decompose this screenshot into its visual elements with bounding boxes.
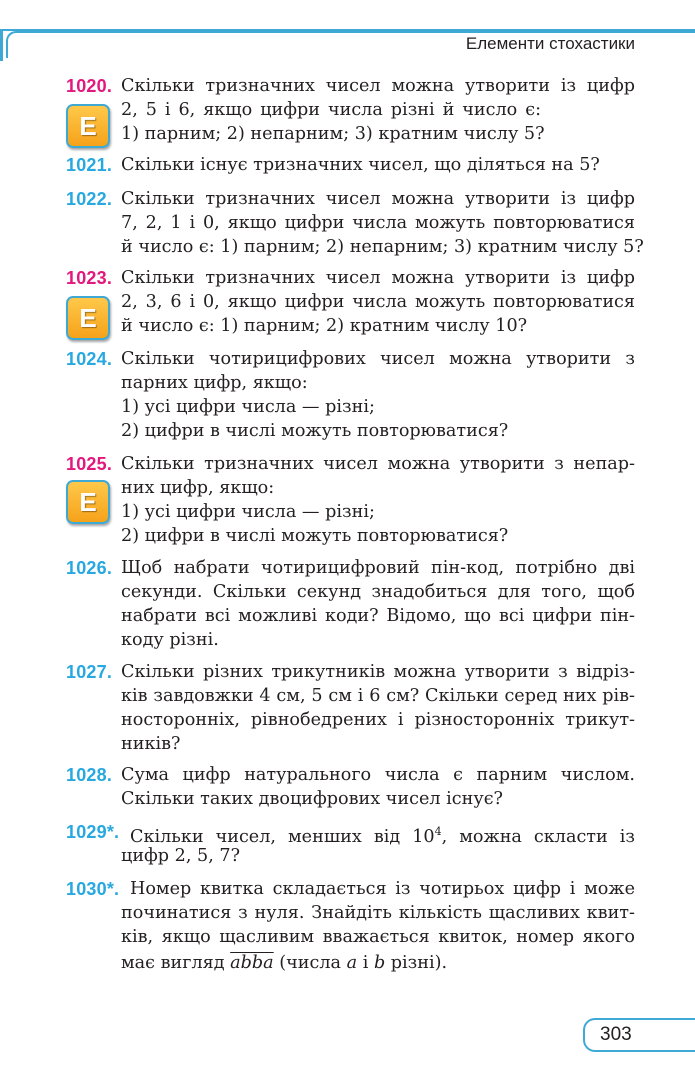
problem-number: 1023. bbox=[66, 268, 113, 288]
exercise-e-icon: Е bbox=[66, 104, 110, 148]
problem-text-line: Номер квитка складається із чотирьох цифр і може bbox=[130, 879, 635, 899]
problem-text-line: ків завдовжки 4 см, 5 см і 6 см? Скільки серед них рів- bbox=[121, 686, 635, 706]
problem-text-line: Скільки тризначних чисел можна утворити із цифр bbox=[121, 76, 635, 96]
problem-number: 1027. bbox=[66, 662, 113, 682]
problem-text-line: цифр 2, 5, 7? bbox=[121, 846, 241, 866]
problem-number: 1028. bbox=[66, 765, 113, 785]
problem-text-line: коду різні. bbox=[121, 630, 219, 650]
problem-number: 1024. bbox=[66, 349, 113, 369]
problem-text-line: ників? bbox=[121, 734, 181, 754]
abba-expression: abba bbox=[230, 953, 274, 973]
problem-number: 1029*. bbox=[66, 822, 120, 842]
problem-text-line: набрати всі можливі коди? Відомо, що всі цифри пін- bbox=[121, 606, 635, 626]
problem-text-line: Щоб набрати чотирицифровий пін-код, потрібно дві bbox=[121, 558, 635, 578]
problem-text-line: Скільки тризначних чисел можна утворити з непар- bbox=[121, 454, 635, 474]
problem-number: 1022. bbox=[66, 189, 113, 209]
exercise-e-icon: Е bbox=[66, 480, 110, 524]
problem-text-line: 1) усі цифри числа — різні; bbox=[121, 397, 375, 417]
problem-text-line: парних цифр, якщо: bbox=[121, 373, 308, 393]
problem-text-line: й число є: 1) парним; 2) кратним числу 10? bbox=[121, 316, 528, 336]
problem-text-line: Сума цифр натурального числа є парним числом. bbox=[121, 765, 635, 785]
exercise-e-icon: Е bbox=[66, 296, 110, 340]
problem-text-line: ків, якщо щасливим вважається квиток, номер якого bbox=[121, 927, 635, 947]
problem-number: 1026. bbox=[66, 558, 113, 578]
problem-text-line: починатися з нуля. Знайдіть кількість щасливих квит- bbox=[121, 903, 635, 923]
page-number: 303 bbox=[600, 1024, 632, 1045]
problem-text-line: Скільки тризначних чисел можна утворити із цифр bbox=[121, 268, 635, 288]
problem-number: 1030*. bbox=[66, 879, 120, 899]
header-left-bar bbox=[0, 31, 3, 61]
problem-text-line: має вигляд abba (числа a і b різні). bbox=[121, 953, 448, 973]
problem-text-line: й число є: 1) парним; 2) непарним; 3) кратним числу 5? bbox=[121, 237, 644, 257]
problem-text-line: носторонніх, рівнобедрених і різносторонніх трикут- bbox=[121, 710, 635, 730]
problem-text-line: Скільки чисел, менших від $10^4$, можна скласти із bbox=[130, 825, 636, 847]
problem-text-line: них цифр, якщо: bbox=[121, 478, 275, 498]
problem-number: 1020. bbox=[66, 76, 113, 96]
problem-text-line: 2, 5 і 6, якщо цифри числа різні й число є: bbox=[121, 100, 541, 120]
problem-text-line: 7, 2, 1 і 0, якщо цифри числа можуть повторюватися bbox=[121, 213, 635, 233]
problem-text-line: 1) парним; 2) непарним; 3) кратним числу 5? bbox=[121, 124, 545, 144]
header-title: Елементи стохастики bbox=[465, 34, 635, 53]
problem-text-line: 2) цифри в числі можуть повторюватися? bbox=[121, 526, 509, 546]
problem-text-line: 2, 3, 6 і 0, якщо цифри числа можуть повторюватися bbox=[121, 292, 635, 312]
problem-number: 1025. bbox=[66, 454, 113, 474]
problem-text-line: секунди. Скільки секунд знадобиться для того, щоб bbox=[121, 582, 635, 602]
problem-text-line: 1) усі цифри числа — різні; bbox=[121, 502, 375, 522]
problem-text-line: Скільки чотирицифрових чисел можна утворити з bbox=[121, 349, 635, 369]
problem-text-line: Скільки таких двоцифрових чисел існує? bbox=[121, 789, 503, 809]
problem-text-line: 2) цифри в числі можуть повторюватися? bbox=[121, 421, 509, 441]
problem-text-line: Скільки існує тризначних чисел, що діляться на 5? bbox=[121, 155, 600, 175]
problem-number: 1021. bbox=[66, 155, 113, 175]
problem-text-line: Скільки тризначних чисел можна утворити із цифр bbox=[121, 189, 635, 209]
problem-text-line: Скільки різних трикутників можна утворити з відріз- bbox=[121, 662, 635, 682]
